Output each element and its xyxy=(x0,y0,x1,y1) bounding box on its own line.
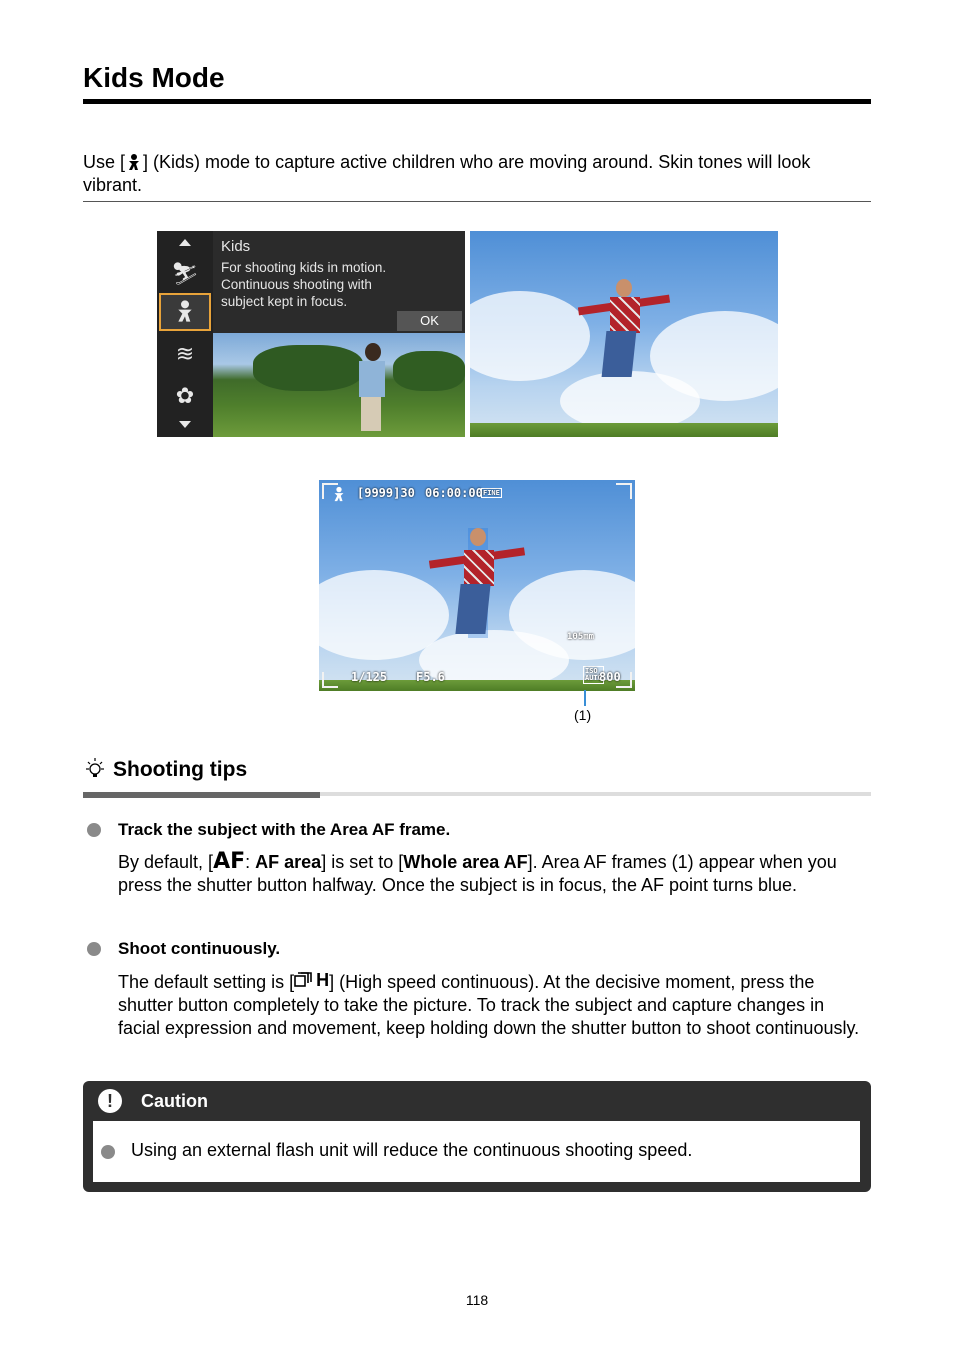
kid-legs xyxy=(602,331,637,377)
page-title: Kids Mode xyxy=(83,62,225,93)
kid-shirt xyxy=(610,297,640,333)
scroll-up-icon[interactable] xyxy=(179,239,191,246)
drive-speed-h: H xyxy=(316,970,330,990)
cloud xyxy=(560,371,700,431)
tips-rule-accent xyxy=(83,792,320,798)
osd-shutter: 1/125 xyxy=(351,670,388,684)
cloud xyxy=(470,291,590,381)
af-icon: AF xyxy=(213,849,246,874)
osd-mode-icon xyxy=(331,486,347,505)
running-kid-head xyxy=(365,343,381,361)
closeup-mode-icon[interactable]: ✿ xyxy=(175,383,195,408)
caution-icon: ! xyxy=(98,1089,122,1113)
tree-cluster xyxy=(253,345,363,391)
jumping-kid-photo xyxy=(470,231,778,437)
kid-head xyxy=(470,528,486,546)
mode-desc-1: For shooting kids in motion. xyxy=(221,260,387,275)
tip-1-text: By default, [ xyxy=(118,852,214,872)
tip-1-heading: Track the subject with the Area AF frame. xyxy=(118,820,451,839)
intro-rule xyxy=(83,201,871,202)
title-rule xyxy=(83,99,871,104)
scroll-down-icon[interactable] xyxy=(179,421,191,428)
running-kid-shirt xyxy=(359,361,385,397)
osd-time: 06:00:00 xyxy=(425,486,483,500)
kids-mode-menu-icon[interactable] xyxy=(171,299,199,325)
mode-name: Kids xyxy=(221,238,251,255)
grass xyxy=(470,423,778,437)
kids-mode-icon xyxy=(125,153,143,171)
running-kid-legs xyxy=(361,397,381,431)
tree-cluster-right xyxy=(393,351,465,391)
intro-before: Use [ xyxy=(83,152,126,172)
mode-desc-3: subject kept in focus. xyxy=(221,294,348,309)
tips-heading: Shooting tips xyxy=(113,758,248,781)
intro-paragraph xyxy=(83,151,873,197)
sports-mode-icon[interactable]: ⛷ xyxy=(171,261,199,286)
menu-photo xyxy=(213,333,465,437)
tip-1-bold: Whole area AF xyxy=(403,852,528,872)
osd-iso-icon: ISO AUTO xyxy=(585,667,602,682)
bullet xyxy=(87,823,101,837)
page-number: 118 xyxy=(465,1292,489,1308)
mode-menu-screen xyxy=(157,231,465,437)
continuous-drive-icon xyxy=(294,972,316,990)
osd-iso: 800 xyxy=(599,670,621,684)
osd-quality: FINE xyxy=(483,489,500,497)
lightbulb-icon xyxy=(83,757,107,781)
tip-2-text: The default setting is [ xyxy=(118,972,295,992)
frame-corner-bl xyxy=(322,672,338,688)
callout-label: (1) xyxy=(574,707,592,723)
tip-1-text: ] is set to [ xyxy=(321,852,404,872)
tip-1-body xyxy=(118,850,870,897)
callout-line xyxy=(584,690,586,706)
kid-legs xyxy=(455,584,490,634)
tip-1-text: : xyxy=(245,852,256,872)
kid-shirt xyxy=(464,550,494,586)
intro-after: ] (Kids) mode to capture active children who are moving around. Skin tones will look vibrant. xyxy=(83,152,811,195)
tip-2-text: ] (High speed continuous). At the decisive moment, press the shutter button completely to take the picture. To track the subject and capture changes in facial expression and movement, keep holding down the shutter button to shoot continuously. xyxy=(118,972,860,1038)
caution-label: Caution xyxy=(141,1091,208,1111)
live-view-screen xyxy=(319,480,635,691)
osd-shots: [9999]30 xyxy=(357,486,415,500)
bullet xyxy=(87,942,101,956)
mode-desc-2: Continuous shooting with xyxy=(221,277,372,292)
osd-aperture: F5.6 xyxy=(416,670,445,684)
tip-2-body xyxy=(118,969,870,1040)
mode-menu-column[interactable] xyxy=(157,231,213,437)
tip-1-bold: AF area xyxy=(255,852,322,872)
bullet xyxy=(101,1145,115,1159)
kid-head xyxy=(616,279,632,297)
panning-mode-icon[interactable]: ≋ xyxy=(175,341,195,366)
ok-button[interactable]: OK xyxy=(397,311,462,331)
osd-focal: 105mm xyxy=(567,632,595,642)
caution-text: Using an external flash unit will reduce the continuous shooting speed. xyxy=(131,1140,693,1160)
tip-2-heading: Shoot continuously. xyxy=(118,939,281,958)
frame-corner-tr xyxy=(616,483,632,499)
tip-1-text: ]. Area AF frames (1) appear when you press the shutter button halfway. Once the subject is in focus, the AF point turns blue. xyxy=(118,852,837,895)
